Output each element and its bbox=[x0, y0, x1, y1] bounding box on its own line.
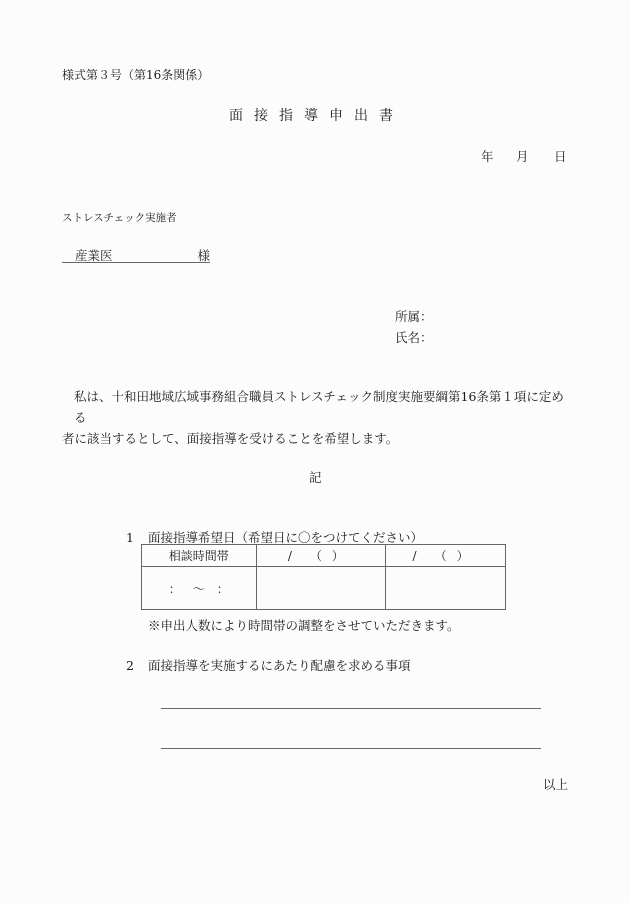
form-number: 様式第３号（第16条関係） bbox=[62, 68, 210, 82]
header-date-2[interactable] bbox=[386, 545, 506, 567]
ki-heading: 記 bbox=[309, 470, 322, 485]
schedule-note: ※申出人数により時間帯の調整をさせていただきます。 bbox=[148, 618, 460, 633]
table-header-row bbox=[142, 545, 506, 567]
table-row bbox=[142, 567, 506, 610]
addressee-line bbox=[62, 246, 210, 263]
header-date-1[interactable] bbox=[256, 545, 386, 567]
section-2-number: 2 bbox=[126, 658, 134, 673]
date-2-slash: / bbox=[412, 549, 417, 563]
time-start: ： bbox=[168, 581, 181, 596]
request-statement bbox=[62, 386, 572, 449]
date-1-choice-cell[interactable] bbox=[256, 567, 386, 610]
consideration-line-1[interactable] bbox=[161, 708, 541, 709]
date-1-weekday-paren: （） bbox=[309, 549, 354, 563]
date-1-slash: / bbox=[287, 549, 292, 563]
addressee-organization: ストレスチェック実施者 bbox=[62, 212, 177, 224]
date-day-label: 日 bbox=[554, 149, 567, 164]
addressee-honorific: 様 bbox=[197, 248, 210, 263]
applicant-name bbox=[395, 328, 433, 346]
date-month-label: 月 bbox=[516, 149, 529, 164]
time-end: ： bbox=[216, 581, 229, 596]
section-2-heading bbox=[126, 656, 411, 674]
addressee-recipient: 産業医 bbox=[75, 248, 113, 263]
time-tilde: ～ bbox=[192, 581, 205, 596]
document-title: 面接指導申出書 bbox=[229, 108, 404, 124]
section-2-title: 面接指導を実施するにあたり配慮を求める事項 bbox=[148, 658, 411, 673]
consideration-line-2[interactable] bbox=[161, 748, 541, 749]
statement-line-1: 私は、十和田地域広域事務組合職員ストレスチェック制度実施要綱第16条第１項に定める bbox=[74, 389, 564, 425]
date-year-label: 年 bbox=[481, 149, 494, 164]
department-label: 所属： bbox=[395, 309, 433, 324]
time-range-cell[interactable] bbox=[142, 567, 257, 610]
closing-mark: 以上 bbox=[543, 777, 569, 792]
statement-line-2: 者に該当するとして、面接指導を受けることを希望します。 bbox=[62, 431, 399, 446]
date-2-choice-cell[interactable] bbox=[386, 567, 506, 610]
section-1-number: 1 bbox=[126, 530, 134, 545]
applicant-department bbox=[395, 307, 433, 325]
header-time-slot: 相談時間帯 bbox=[142, 545, 257, 567]
name-label: 氏名： bbox=[395, 330, 433, 345]
schedule-table bbox=[141, 544, 506, 610]
date-2-weekday-paren: （） bbox=[434, 549, 479, 563]
date-line bbox=[481, 147, 567, 165]
section-1-title: 面接指導希望日（希望日に〇をつけてください） bbox=[148, 530, 424, 545]
